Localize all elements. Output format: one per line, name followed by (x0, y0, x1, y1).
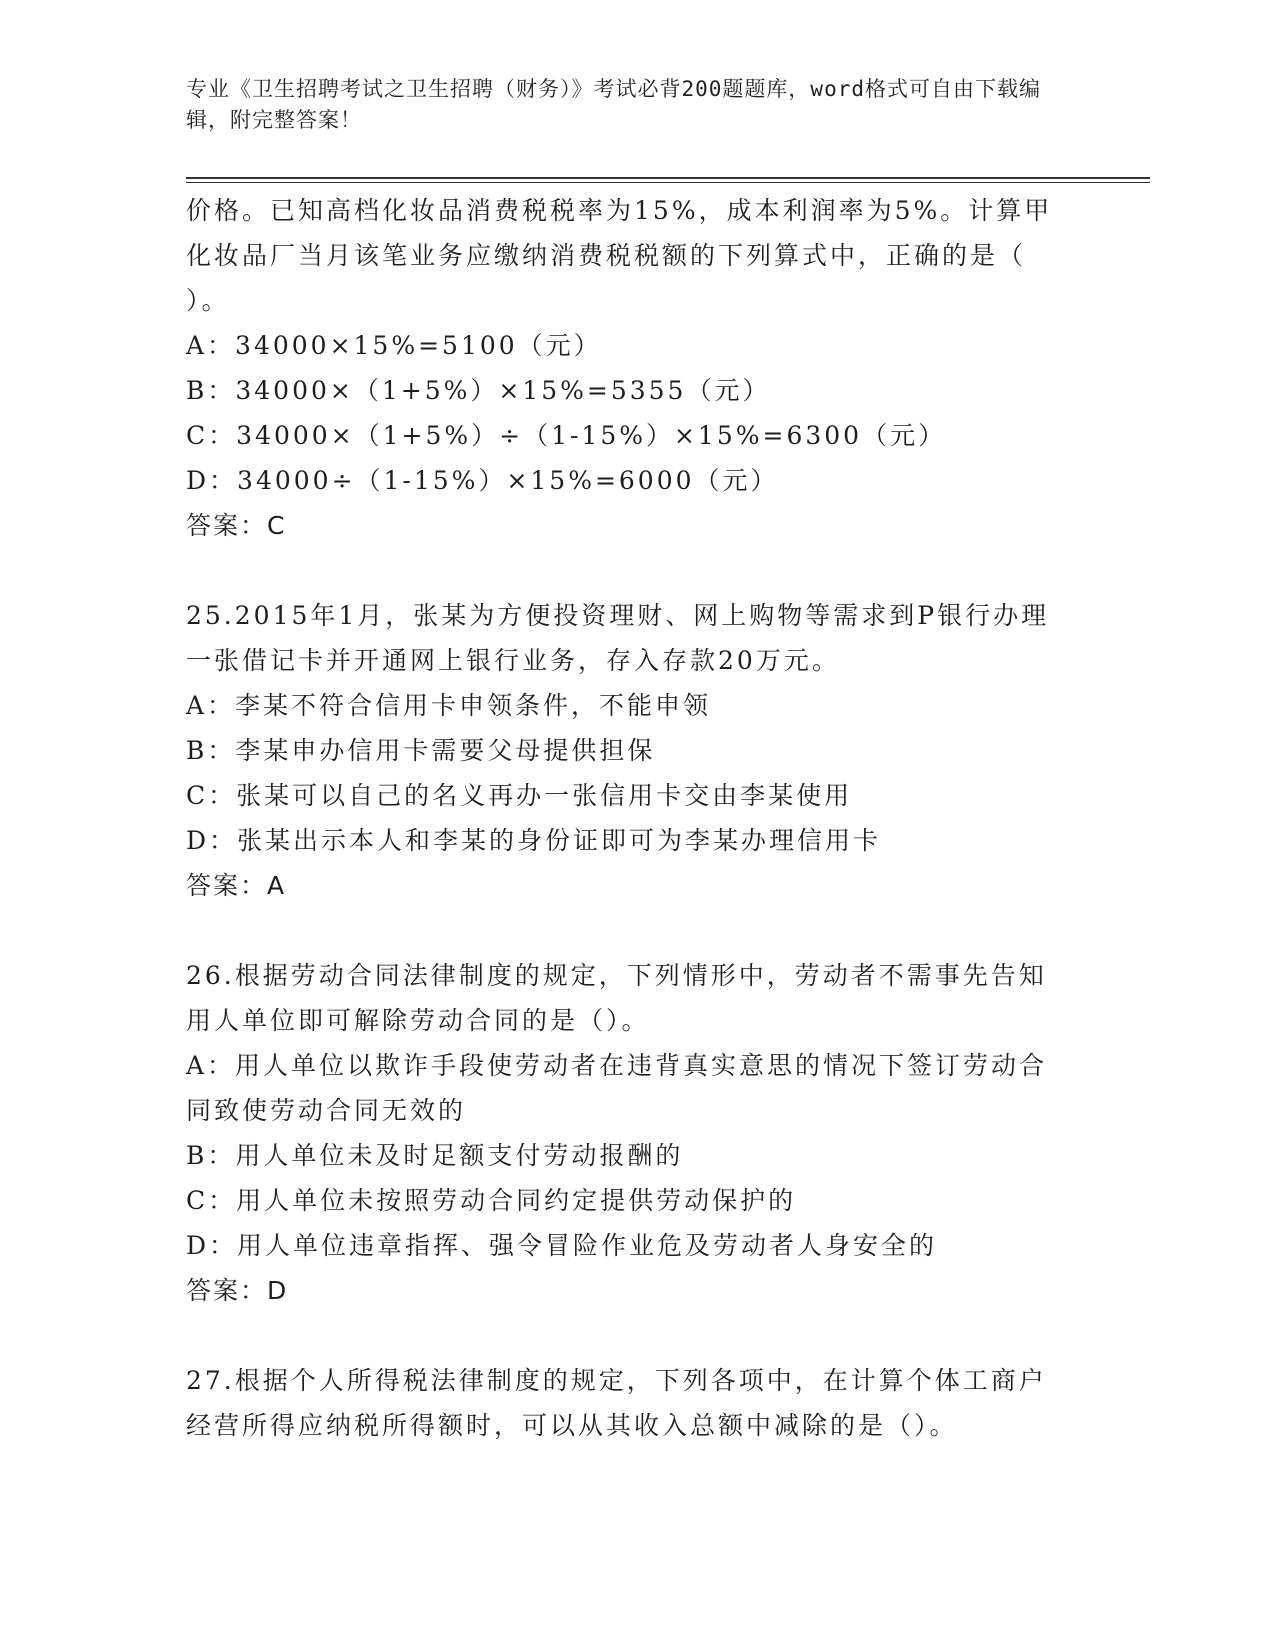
option-b: B：李某申办信用卡需要父母提供担保 (186, 736, 656, 765)
question-spacer (186, 1313, 1086, 1358)
option-d: D：34000÷（1-15%）×15%=6000（元） (186, 466, 779, 495)
answer-line: 答案：C (186, 511, 287, 540)
option-a: A：34000×15%=5100（元） (186, 331, 602, 360)
question-24 (186, 188, 1086, 548)
question-spacer (186, 908, 1086, 953)
option-c: C：张某可以自己的名义再办一张信用卡交由李某使用 (186, 781, 853, 810)
option-a: A：李某不符合信用卡申领条件，不能申领 (186, 691, 712, 720)
question-stem-line: 价格。已知高档化妆品消费税税率为15%，成本利润率为5%。计算甲 (186, 196, 1053, 225)
document-body (186, 188, 1086, 1448)
option-c: C：用人单位未按照劳动合同约定提供劳动保护的 (186, 1186, 797, 1215)
question-stem-line: 化妆品厂当月该笔业务应缴纳消费税税额的下列算式中，正确的是（ (186, 241, 1027, 270)
header-rule-thin (186, 182, 1150, 183)
question-stem-line: ）。 (186, 286, 230, 315)
question-27 (186, 1358, 1086, 1448)
question-25 (186, 593, 1086, 908)
question-26 (186, 953, 1086, 1313)
question-stem-line: 经营所得应纳税所得额时，可以从其收入总额中减除的是（）。 (186, 1411, 958, 1440)
page-header: 专业《卫生招聘考试之卫生招聘（财务）》考试必背200题题库，word格式可自由下载编辑，附完整答案！ (186, 77, 1041, 132)
question-stem-line: 25.2015年1月，张某为方便投资理财、网上购物等需求到P银行办理 (186, 601, 1050, 630)
option-c: C：34000×（1+5%）÷（1-15%）×15%=6300（元） (186, 421, 947, 450)
header-rule-thick (186, 177, 1150, 179)
option-d: D：用人单位违章指挥、强令冒险作业危及劳动者人身安全的 (186, 1231, 938, 1260)
question-stem-line: 一张借记卡并开通网上银行业务，存入存款20万元。 (186, 646, 840, 675)
option-a-continued: 同致使劳动合同无效的 (186, 1096, 467, 1125)
option-d: D：张某出示本人和李某的身份证即可为李某办理信用卡 (186, 826, 882, 855)
question-spacer (186, 548, 1086, 593)
option-b: B：用人单位未及时足额支付劳动报酬的 (186, 1141, 684, 1170)
question-stem-line: 用人单位即可解除劳动合同的是（）。 (186, 1006, 650, 1035)
question-stem-line: 27.根据个人所得税法律制度的规定，下列各项中，在计算个体工商户 (186, 1366, 1047, 1395)
answer-line: 答案：A (186, 871, 287, 900)
question-stem-line: 26.根据劳动合同法律制度的规定，下列情形中，劳动者不需事先告知 (186, 961, 1047, 990)
answer-line: 答案：D (186, 1276, 289, 1305)
option-b: B：34000×（1+5%）×15%=5355（元） (186, 376, 771, 405)
option-a: A：用人单位以欺诈手段使劳动者在违背真实意思的情况下签订劳动合 (186, 1051, 1048, 1080)
